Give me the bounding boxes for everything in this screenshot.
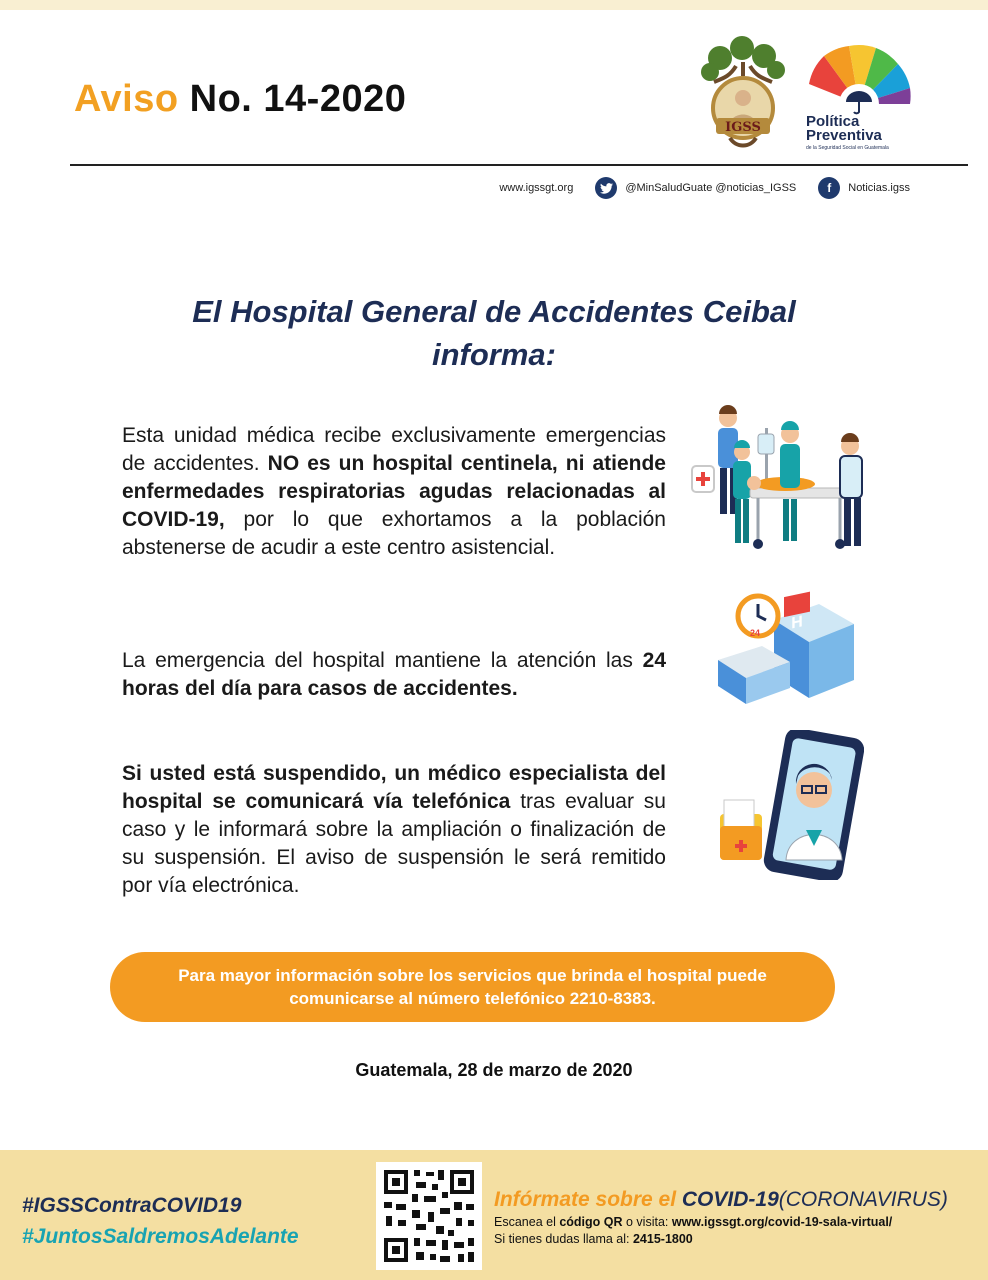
facebook-icon: f xyxy=(818,177,840,199)
call-number[interactable]: 2415-1800 xyxy=(632,1232,693,1246)
paragraph-emergencies xyxy=(122,422,666,562)
virtual-room-link[interactable]: www.igssgt.org/covid-19-sala-virtual/ xyxy=(671,1215,893,1229)
hashtag-igss[interactable]: #IGSSContraCOVID19 xyxy=(22,1194,242,1217)
more-info-banner xyxy=(110,952,835,1022)
igss-logo-text: IGSS xyxy=(725,120,761,135)
scan-text-a: Escanea el xyxy=(494,1215,560,1229)
top-strip xyxy=(0,0,988,10)
hashtags xyxy=(22,1190,299,1252)
headline-line2: informa: xyxy=(432,337,556,372)
politica-logo-line3: de la Seguridad Social en Guatemala xyxy=(806,145,889,151)
notice-number: No. 14-2020 xyxy=(189,78,407,120)
social-links xyxy=(499,176,910,200)
p2-text-a: La emergencia del hospital mantiene la atención las xyxy=(122,649,643,672)
paragraph-24h xyxy=(122,647,666,703)
politica-logo-line2: Preventiva xyxy=(806,127,882,144)
p3-bold: Si usted está suspendido, un médico especialista del hospital se comunicará vía telefónica xyxy=(122,762,666,813)
notice-title xyxy=(74,78,406,121)
paragraph-suspension xyxy=(122,760,666,900)
svg-text:H: H xyxy=(791,612,803,633)
hashtag-juntos[interactable]: #JuntosSaldremosAdelante xyxy=(22,1225,299,1248)
hospital-24h-clock-icon xyxy=(714,590,864,708)
facebook-page[interactable]: Noticias.igss xyxy=(848,182,910,194)
politica-preventiva-logo xyxy=(804,44,914,152)
footer-info xyxy=(494,1188,974,1246)
footer-call-line xyxy=(494,1232,974,1246)
stretcher-medical-team-icon xyxy=(690,404,890,556)
p1-text-a: Esta unidad médica recibe exclusivamente emergencias de accidentes. xyxy=(122,424,666,475)
p3-text-b: tras evaluar su caso y le informará sobre la ampliación o finalización de su suspensión. El aviso de suspensión le será remitido por vía electrónica. xyxy=(122,790,666,897)
qr-code-icon[interactable] xyxy=(376,1162,482,1270)
call-text: Si tienes dudas llama al: xyxy=(494,1232,633,1246)
footer-title-orange: Infórmate sobre el xyxy=(494,1188,682,1211)
footer-info-title xyxy=(494,1188,974,1212)
footer-title-corona: (CORONAVIRUS) xyxy=(778,1188,948,1211)
politica-logo-line1: Política xyxy=(806,113,860,130)
igss-logo xyxy=(690,36,796,156)
info-line2: comunicarse al número telefónico 2210-8383. xyxy=(289,989,656,1008)
twitter-handles[interactable]: @MinSaludGuate @noticias_IGSS xyxy=(625,182,797,194)
twitter-bird-icon xyxy=(595,177,617,199)
footer-scan-line xyxy=(494,1215,974,1229)
website-link[interactable]: www.igssgt.org xyxy=(499,182,574,194)
notice-word: Aviso xyxy=(74,78,179,120)
scan-text-b: o visita: xyxy=(622,1215,672,1229)
dateline: Guatemala, 28 de marzo de 2020 xyxy=(355,1060,633,1080)
info-line1: Para mayor información sobre los servicios que brinda el hospital puede xyxy=(178,966,767,985)
headline-line1: El Hospital General de Accidentes Ceibal xyxy=(192,294,796,329)
phone-doctor-icon xyxy=(714,730,864,880)
svg-text:24: 24 xyxy=(750,628,761,638)
p2-bold: 24 horas del día para casos de accidentes. xyxy=(122,649,666,700)
header-divider xyxy=(70,164,968,166)
p1-text-b: por lo que exhortamos a la población abstenerse de acudir a este centro asistencial. xyxy=(122,508,666,559)
scan-qr-bold: código QR xyxy=(559,1215,623,1229)
footer-title-covid: COVID-19 xyxy=(681,1188,779,1211)
p1-bold: NO es un hospital centinela, ni atiende enfermedades respiratorias agudas relacionadas al COVID-19, xyxy=(122,452,666,531)
headline xyxy=(60,290,928,376)
